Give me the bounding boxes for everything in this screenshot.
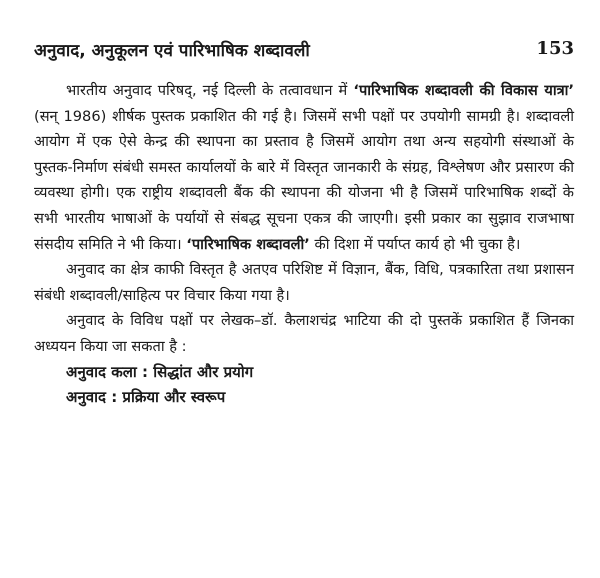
paragraph-1-text-b: (सन् 1986) शीर्षक पुस्तक प्रकाशित की गई है। जिसमें सभी पक्षों पर उपयोगी सामग्री है। शब्दावली आयोग में एक ऐसे केन्द्र की स्थापना का प्रस्ताव है जिसमें आयोग तथा अन्य सहयोगी संस्थाओं के पुस्तक-निर्माण संबंधी समस्त कार्यालयों के बारे में विस्तृत जानकारी के संग्रह, विश्लेषण और प्रसारण की व्यवस्था होगी। एक राष्ट्रीय शब्दावली बैंक की स्थापना की योजना भी है जिसमें पारिभाषिक शब्दों के सभी भारतीय भाषाओं के पर्यायों से संबद्ध सूचना एकत्र की जाएगी। इसी प्रकार का सुझाव राजभाषा संसदीय समिति ने भी किया। (34, 107, 574, 253)
page-header (34, 38, 574, 68)
running-head: अनुवाद, अनुकूलन एवं पारिभाषिक शब्दावली (34, 41, 310, 61)
bold-term-paribhashik-shabdavali: ‘पारिभाषिक शब्दावली’ (186, 235, 310, 253)
paragraph-3 (34, 308, 574, 359)
paragraph-2 (34, 257, 574, 308)
page-body (34, 78, 574, 411)
book-title-1: अनुवाद कला : सिद्धांत और प्रयोग (66, 362, 254, 381)
paragraph-3-text: अनुवाद के विविध पक्षों पर लेखक–डॉ. कैलाशचंद्र भाटिया की दो पुस्तकें प्रकाशित हैं जिनका अध्ययन किया जा सकता है : (34, 312, 574, 355)
book-list (34, 360, 574, 411)
book-title-2: अनुवाद : प्रक्रिया और स्वरूप (66, 388, 226, 407)
page-number: 153 (536, 38, 574, 59)
paragraph-1-text-c: की दिशा में पर्याप्त कार्य हो भी चुका है। (309, 235, 521, 253)
bold-title-vikas-yatra: ‘पारिभाषिक शब्दावली की विकास यात्रा’ (353, 82, 574, 99)
paragraph-1 (34, 78, 574, 257)
paragraph-1-text-a: भारतीय अनुवाद परिषद्, नई दिल्ली के तत्वावधान में (66, 82, 354, 99)
paragraph-2-text: अनुवाद का क्षेत्र काफी विस्तृत है अतएव परिशिष्ट में विज्ञान, बैंक, विधि, पत्रकारिता तथा प्रशासन संबंधी शब्दावली/साहित्य पर विचार किया गया है। (34, 261, 574, 304)
